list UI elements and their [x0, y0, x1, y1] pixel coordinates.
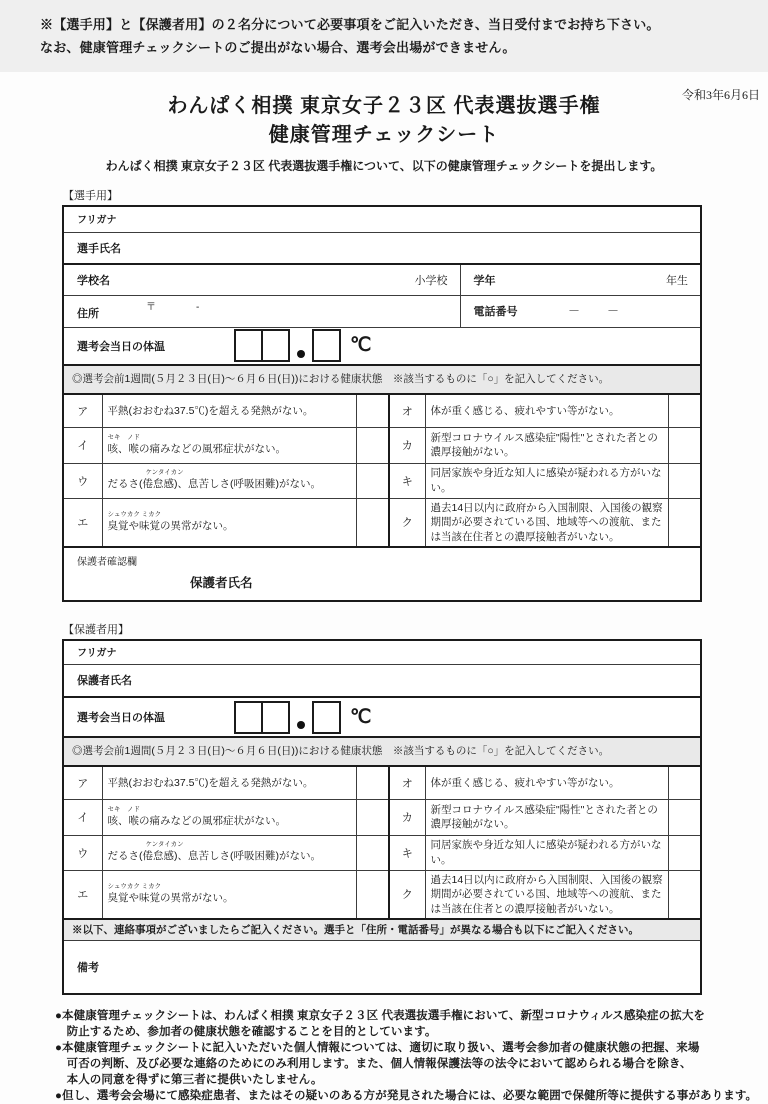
temperature-digit-box[interactable] — [234, 701, 263, 734]
title-line-2: 健康管理チェックシート — [268, 124, 500, 146]
check-text-cell: セキ ノド 咳、喉の痛みなどの風邪症状がない。 — [102, 427, 356, 463]
remarks-field[interactable] — [64, 941, 700, 993]
player-health-state-header: ◎選考会前1週間(５月２３日(日)～６月６日(日))における健康状態 ※該当するものに「○」を記入してください。 — [64, 364, 700, 395]
player-school-field[interactable] — [64, 264, 460, 295]
guardian-name-label: 保護者氏名 — [77, 675, 132, 688]
furigana: ケンタイカン — [145, 841, 184, 849]
footnote-line: ●本健康管理チェックシートは、わんぱく相撲 東京女子２３区 代表選抜選手権において、新型コロナウィルス感染症の拡大を — [55, 1010, 706, 1022]
notice-line-1: ※【選手用】と【保護者用】の２名分について必要事項をご記入いただき、当日受付までお持ち下さい。 — [40, 17, 660, 32]
document-date: 令和3年6月6日 — [681, 88, 760, 102]
footnote-line: 防止するため、参加者の健康状態を確認することを目的としています。 — [55, 1026, 437, 1038]
check-circle-box[interactable] — [356, 767, 389, 799]
check-circle-box[interactable] — [668, 870, 700, 918]
furigana: シュウカク ミカク — [107, 511, 162, 518]
document-subtitle: わんぱく相撲 東京女子２３区 代表選抜選手権について、以下の健康管理チェックシートを提出します。 — [105, 159, 663, 173]
check-text-cell: シュウカク ミカク 臭覚や味覚の異常がない。 — [102, 498, 356, 546]
player-temperature-row — [64, 327, 700, 364]
check-text-cell: 同居家族や身近な知人に感染が疑われる方がいない。 — [425, 835, 668, 870]
check-letter: オ — [389, 395, 425, 427]
check-text-cell: 過去14日以内に政府から入国制限、入国後の観察期間が必要されている国、地域等への渡航、または当該在住者との濃厚接触者がいない。 — [425, 498, 668, 546]
temperature-digit-box[interactable] — [261, 701, 290, 734]
player-furigana-label: フリガナ — [77, 215, 117, 227]
school-suffix: 小学校 — [414, 274, 448, 287]
postal-code-area — [146, 298, 199, 313]
player-name-field[interactable] — [64, 232, 700, 264]
check-circle-box[interactable] — [356, 498, 389, 546]
check-letter: ア — [64, 767, 102, 799]
guardian-health-state-header: ◎選考会前1週間(５月２３日(日)～６月６日(日))における健康状態 ※該当するものに「○」を記入してください。 — [64, 736, 700, 767]
check-circle-box[interactable] — [356, 427, 389, 463]
check-letter: ウ — [64, 835, 102, 870]
check-text-cell: シュウカク ミカク 臭覚や味覚の異常がない。 — [102, 870, 356, 918]
player-furigana-field[interactable] — [64, 207, 700, 232]
check-text-cell: 新型コロナウイルス感染症"陽性"とされた者との濃厚接触がない。 — [425, 799, 668, 835]
player-grade-field[interactable] — [460, 264, 700, 295]
grade-label: 学年 — [473, 274, 496, 287]
check-circle-box[interactable] — [356, 463, 389, 498]
check-circle-box[interactable] — [356, 395, 389, 427]
temperature-digit-box[interactable] — [234, 329, 263, 362]
check-circle-box[interactable] — [356, 799, 389, 835]
postal-mark: 〒 — [146, 301, 156, 313]
title-line-1: わんぱく相撲 東京女子２３区 代表選抜選手権 — [167, 95, 601, 117]
footnote-line: ●本健康管理チェックシートに記入いただいた個人情報については、適切に取り扱い、選考会参加者の健康状態の把握、来場 — [55, 1042, 700, 1054]
remarks-label: 備考 — [77, 962, 99, 974]
guardian-name-label: 保護者氏名 — [190, 576, 253, 590]
furigana: ケンタイカン — [145, 469, 184, 477]
postal-dash: - — [196, 301, 200, 313]
guardian-confirm-label: 保護者確認欄 — [77, 557, 137, 568]
check-circle-box[interactable] — [668, 498, 700, 546]
check-letter: キ — [389, 463, 425, 498]
guardian-furigana-field[interactable] — [64, 641, 700, 664]
check-circle-box[interactable] — [668, 799, 700, 835]
check-text-cell: ケンタイカン だるさ(倦怠感)、息苦しさ(呼吸困難)がない。 — [102, 835, 356, 870]
guardian-form — [62, 639, 702, 995]
grade-suffix: 年生 — [666, 274, 688, 287]
player-section-label: 【選手用】 — [63, 190, 118, 202]
footnote-line: ●但し、選考会会場にて感染症患者、またはその疑いのある方が発見された場合には、必要な範囲で保健所等に提供する事があります。 — [55, 1090, 758, 1102]
celsius-unit: ℃ — [350, 335, 372, 357]
guardian-checklist-table — [64, 767, 700, 918]
decimal-point — [297, 350, 305, 358]
guardian-name-field[interactable] — [64, 664, 700, 697]
check-letter: イ — [64, 427, 102, 463]
footnote-line: 可否の判断、及び必要な連絡のためにのみ利用します。また、個人情報保護法等の法令において認められる場合を除き、 — [55, 1058, 692, 1070]
phone-dashes: － － — [567, 304, 620, 318]
temperature-decimal-box[interactable] — [312, 701, 341, 734]
check-text-cell: 平熱(おおむね37.5℃)を超える発熱がない。 — [102, 767, 356, 799]
check-letter: キ — [389, 835, 425, 870]
guardian-section-label: 【保護者用】 — [63, 624, 129, 636]
check-letter: エ — [64, 498, 102, 546]
guardian-confirmation-field[interactable] — [64, 546, 700, 600]
school-label: 学校名 — [77, 274, 110, 287]
check-text-cell: セキ ノド 咳、喉の痛みなどの風邪症状がない。 — [102, 799, 356, 835]
player-form — [62, 205, 702, 602]
furigana: シュウカク ミカク — [107, 883, 162, 890]
temperature-decimal-box[interactable] — [312, 329, 341, 362]
decimal-point — [297, 721, 305, 729]
check-circle-box[interactable] — [668, 427, 700, 463]
check-text-cell: ケンタイカン だるさ(倦怠感)、息苦しさ(呼吸困難)がない。 — [102, 463, 356, 498]
check-text-cell: 体が重く感じる、疲れやすい等がない。 — [425, 395, 668, 427]
footnotes — [55, 1008, 768, 1104]
player-name-label: 選手氏名 — [77, 242, 121, 255]
temperature-label: 選考会当日の体温 — [77, 712, 165, 724]
check-letter: ウ — [64, 463, 102, 498]
temperature-digit-box[interactable] — [261, 329, 290, 362]
check-text-cell: 平熱(おおむね37.5℃)を超える発熱がない。 — [102, 395, 356, 427]
player-info-table — [64, 207, 700, 364]
check-circle-box[interactable] — [356, 835, 389, 870]
check-circle-box[interactable] — [668, 835, 700, 870]
check-letter: カ — [389, 799, 425, 835]
player-phone-field[interactable] — [460, 295, 700, 327]
guardian-temperature-row — [64, 697, 700, 736]
footnote-line: 本人の同意を得ずに第三者に提供いたしません。 — [55, 1074, 323, 1086]
address-label: 住所 — [77, 307, 99, 320]
temperature-label: 選考会当日の体温 — [77, 340, 165, 353]
player-address-field[interactable] — [64, 295, 460, 327]
check-text-cell: 体が重く感じる、疲れやすい等がない。 — [425, 767, 668, 799]
check-text-cell: 同居家族や身近な知人に感染が疑われる方がいない。 — [425, 463, 668, 498]
check-text-cell: 新型コロナウイルス感染症"陽性"とされた者との濃厚接触がない。 — [425, 427, 668, 463]
notice-line-2: なお、健康管理チェックシートのご提出がない場合、選考会出場ができません。 — [40, 40, 516, 55]
check-circle-box[interactable] — [668, 395, 700, 427]
check-circle-box[interactable] — [356, 870, 389, 918]
check-letter: ク — [389, 870, 425, 918]
guardian-info-table — [64, 641, 700, 736]
celsius-unit: ℃ — [350, 706, 372, 728]
check-letter: ア — [64, 395, 102, 427]
check-circle-box[interactable] — [668, 463, 700, 498]
contact-note-row: ※以下、連絡事項がございましたらご記入ください。選手と「住所・電話番号」が異なる場合も以下にご記入ください。 — [64, 918, 700, 941]
furigana: セキ ノド — [107, 805, 140, 813]
check-letter: ク — [389, 498, 425, 546]
player-checklist-table — [64, 395, 700, 546]
check-text-cell: 過去14日以内に政府から入国制限、入国後の観察期間が必要されている国、地域等への渡航、または当該在住者との濃厚接触者がいない。 — [425, 870, 668, 918]
top-notice-banner — [0, 0, 768, 72]
check-letter: エ — [64, 870, 102, 918]
furigana: セキ ノド — [107, 433, 140, 441]
phone-label: 電話番号 — [473, 306, 518, 318]
check-circle-box[interactable] — [668, 767, 700, 799]
guardian-furigana-label: フリガナ — [77, 648, 117, 660]
document-title — [0, 92, 768, 150]
check-letter: イ — [64, 799, 102, 835]
check-letter: オ — [389, 767, 425, 799]
form-content — [0, 187, 768, 995]
check-letter: カ — [389, 427, 425, 463]
